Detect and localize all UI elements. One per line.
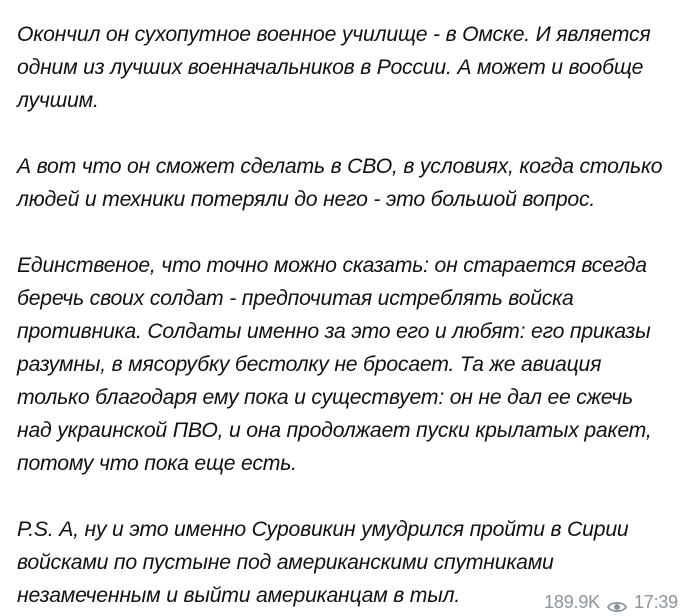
post-meta bbox=[544, 590, 678, 614]
post-time: 17:39 bbox=[633, 592, 678, 612]
post-paragraph-2: А вот что он сможет сделать в СВО, в условиях, когда столько людей и техники потеряли до него - это большой вопрос. bbox=[17, 155, 663, 211]
post-paragraph-4: P.S. А, ну и это именно Суровикин умудрился пройти в Сирии войсками по пустыне под американскими спутниками незамеченным и выйти американцам в тыл. bbox=[17, 518, 629, 607]
eye-icon bbox=[607, 596, 627, 610]
post-paragraph-1: Окончил он сухопутное военное училище - в Омске. И является одним из лучших военначальников в России. А может и вообще лучшим. bbox=[17, 23, 651, 112]
view-count: 189.9K bbox=[544, 592, 600, 612]
post-paragraph-3: Единственое, что точно можно сказать: он старается всегда беречь своих солдат - предпочитая истреблять войска противника. Солдаты именно за это его и любят: его приказы разумны, в мясорубку бестолку не бросает. Та же авиация только благодаря ему пока и существует: он не дал ее сжечь над украинской ПВО, и она продолжает пуски крылатых ракет, потому что пока еще есть. bbox=[17, 254, 652, 475]
